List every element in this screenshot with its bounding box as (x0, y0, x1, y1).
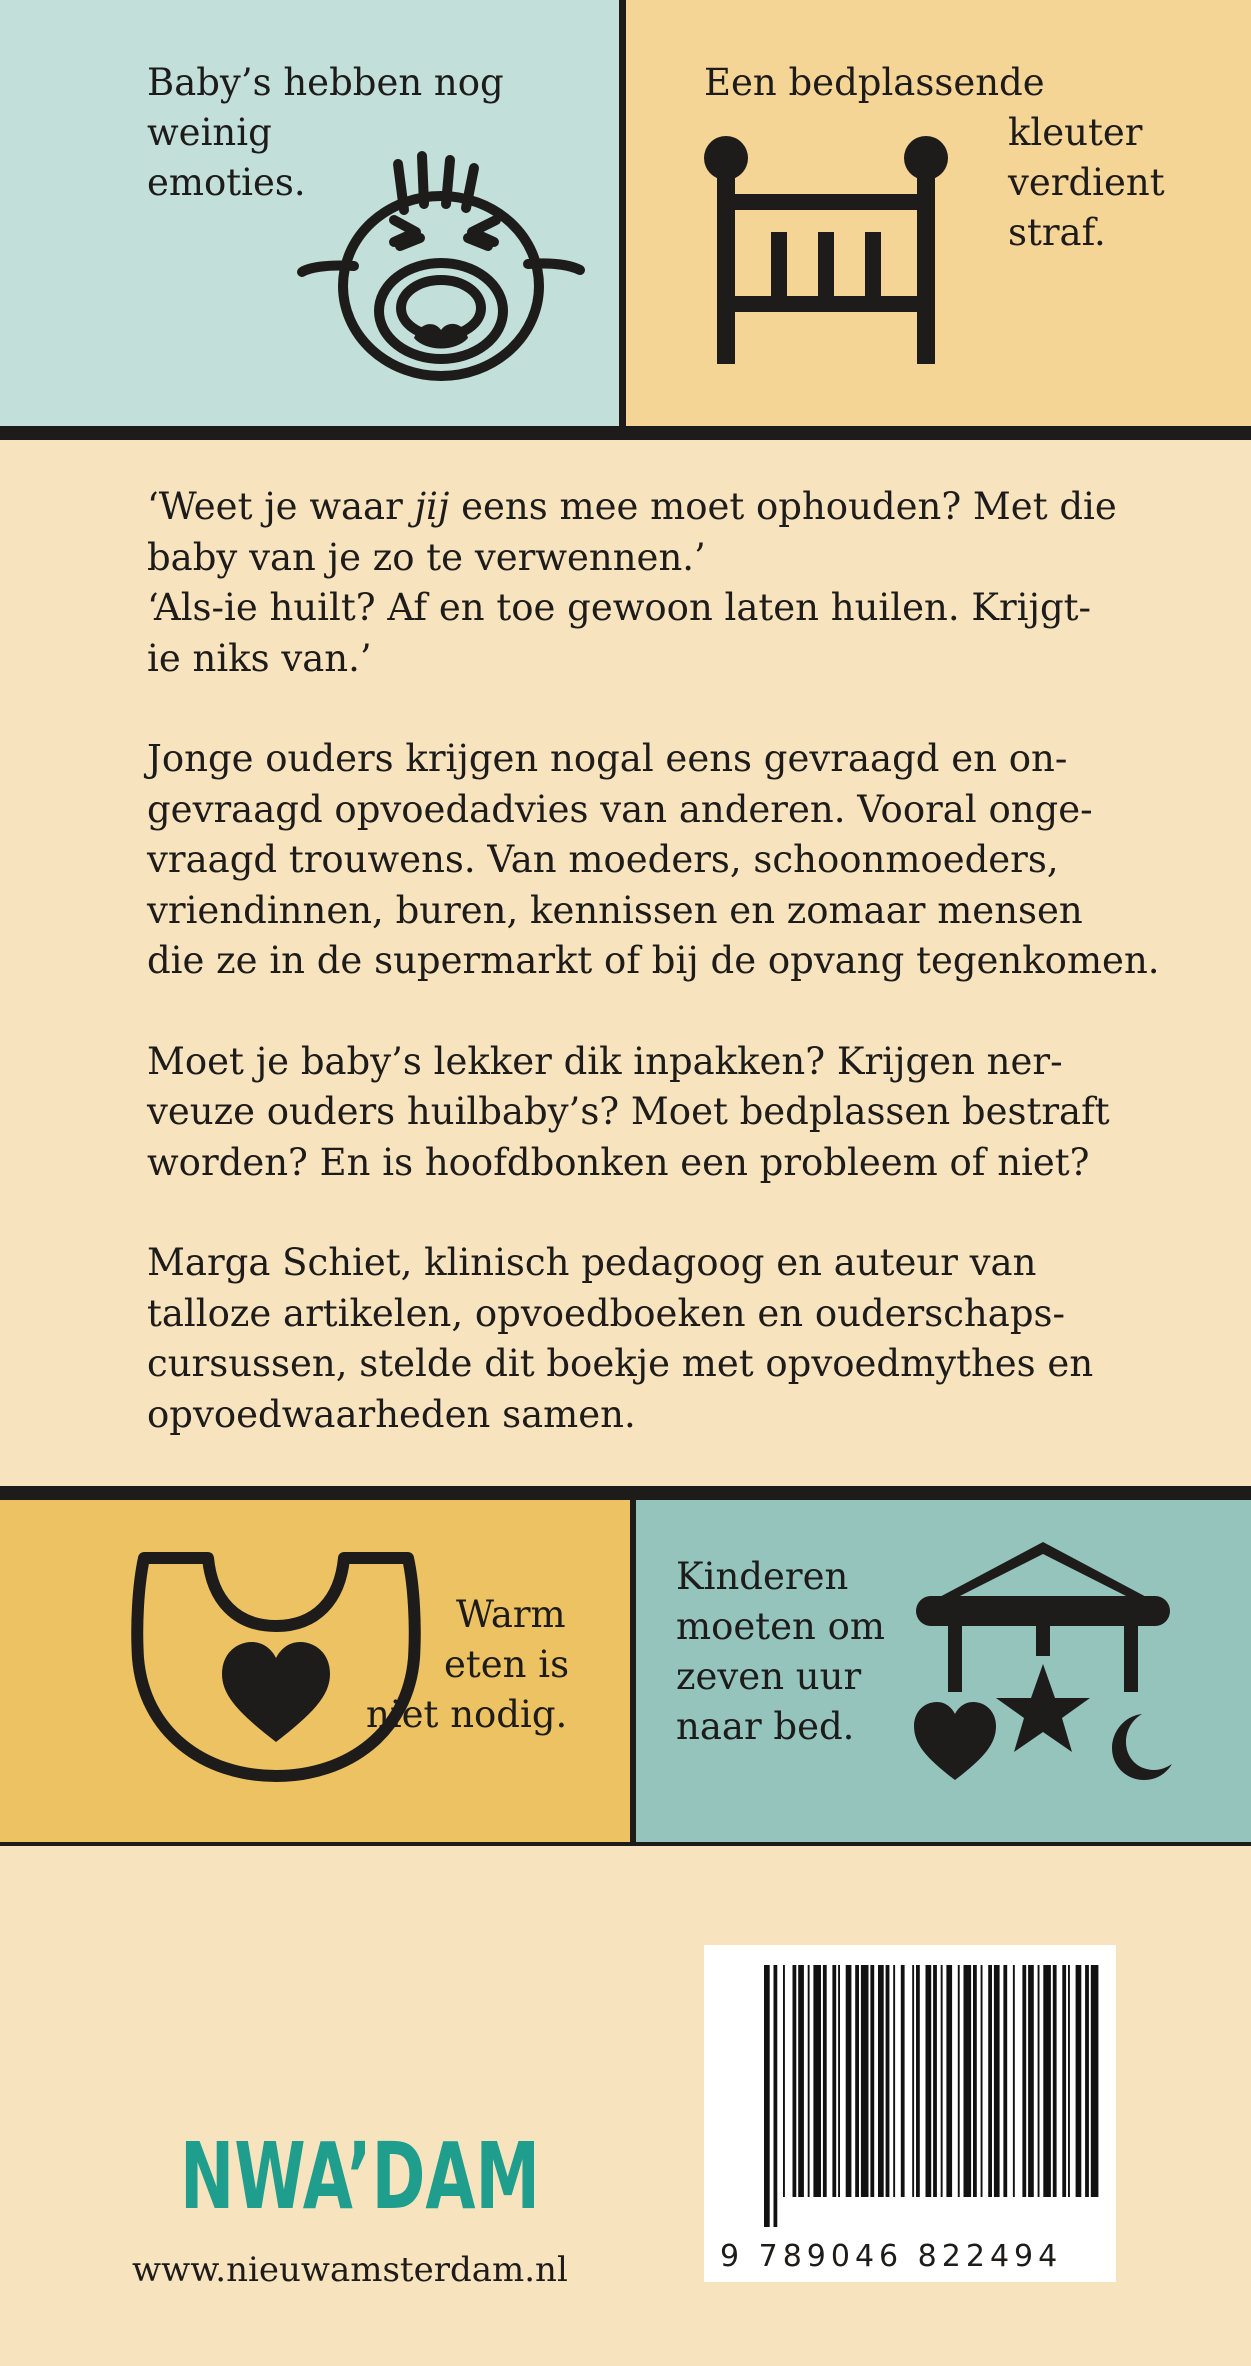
panel-text-line: kleuter (1008, 111, 1143, 154)
blurb-line: cursussen, stelde dit boekje met opvoedmythes en (147, 1342, 1094, 1385)
panel-top-right (626, 0, 1251, 426)
blurb-italic-word: jij (414, 485, 450, 528)
panel-text-line: straf. (1008, 211, 1106, 254)
vertical-divider-top (619, 0, 626, 426)
crying-baby-icon (296, 146, 586, 386)
publisher-logo-text: NWA’DAM (180, 2123, 540, 2230)
baby-mobile-icon (912, 1540, 1174, 1802)
panel-text-line: Kinderen (676, 1555, 849, 1598)
panel-text-line: weinig (147, 111, 272, 154)
crib-icon (701, 132, 951, 368)
blurb-line: worden? En is hoofdbonken een probleem of niet? (147, 1140, 1090, 1184)
panel-text-line: Baby’s hebben nog (147, 61, 504, 104)
blurb-line: talloze artikelen, opvoedboeken en ouderschaps- (147, 1291, 1065, 1335)
panel-text-line: zeven uur (676, 1655, 862, 1698)
blurb-line: eens mee moet ophouden? Met die (449, 485, 1117, 528)
blurb-line: opvoedwaarheden samen. (147, 1392, 636, 1436)
panel-text-line: verdient (1008, 161, 1165, 204)
panel-bottom-right (636, 1500, 1251, 1842)
panel-text-line: eten is (444, 1643, 570, 1686)
barcode-digits: 9 789046 822494 (720, 2239, 1063, 2274)
blurb-paragraph-3 (147, 1037, 1187, 1189)
barcode-bars (764, 1965, 1104, 2227)
barcode (704, 1945, 1116, 2282)
panel-text-line: niet nodig. (366, 1693, 568, 1736)
publisher-logo (180, 2123, 542, 2230)
blurb-paragraph-4 (147, 1238, 1187, 1440)
blurb-line: vraagd trouwens. Van moeders, schoonmoeders, (147, 838, 1059, 881)
panel-top-left (0, 0, 623, 426)
bib-heart-icon (130, 1546, 422, 1788)
blurb-line: vriendinnen, buren, kennissen en zomaar mensen (147, 888, 1083, 932)
blurb-line: die ze in de supermarkt of bij de opvang tegenkomen. (147, 939, 1160, 982)
publisher-url[interactable]: www.nieuwamsterdam.nl (132, 2250, 568, 2290)
blurb-paragraph-2 (147, 734, 1187, 987)
blurb-line: gevraagd opvoedadvies van anderen. Vooral onge- (147, 787, 1093, 831)
blurb-line: Moet je baby’s lekker dik inpakken? Krijgen ner- (147, 1039, 1063, 1083)
blurb-line: ‘Als-ie huilt? Af en toe gewoon laten huilen. Krijgt- (147, 586, 1092, 629)
horizontal-rule-top (0, 426, 1251, 440)
panel-text-line: Warm (456, 1593, 566, 1636)
blurb-line: ie niks van.’ (147, 636, 372, 680)
blurb-line: Marga Schiet, klinisch pedagoog en auteur van (147, 1241, 1037, 1284)
panel-text-line: Een bedplassende (704, 61, 1045, 104)
panel-text-line: emoties. (147, 161, 306, 204)
horizontal-rule-bottom (0, 1842, 1251, 1846)
blurb-line: Jonge ouders krijgen nogal eens gevraagd en on- (147, 737, 1068, 780)
horizontal-rule-middle (0, 1486, 1251, 1500)
blurb-line: ‘Weet je waar (147, 485, 415, 528)
blurb-text (147, 482, 1187, 1440)
panel-text-line: moeten om (676, 1605, 885, 1648)
blurb-line: baby van je zo te verwennen.’ (147, 535, 706, 579)
blurb-paragraph-1 (147, 482, 1187, 684)
panel-bottom-left (0, 1500, 630, 1842)
panel-text-line: naar bed. (676, 1705, 855, 1748)
blurb-line: veuze ouders huilbaby’s? Moet bedplassen bestraft (147, 1090, 1110, 1133)
